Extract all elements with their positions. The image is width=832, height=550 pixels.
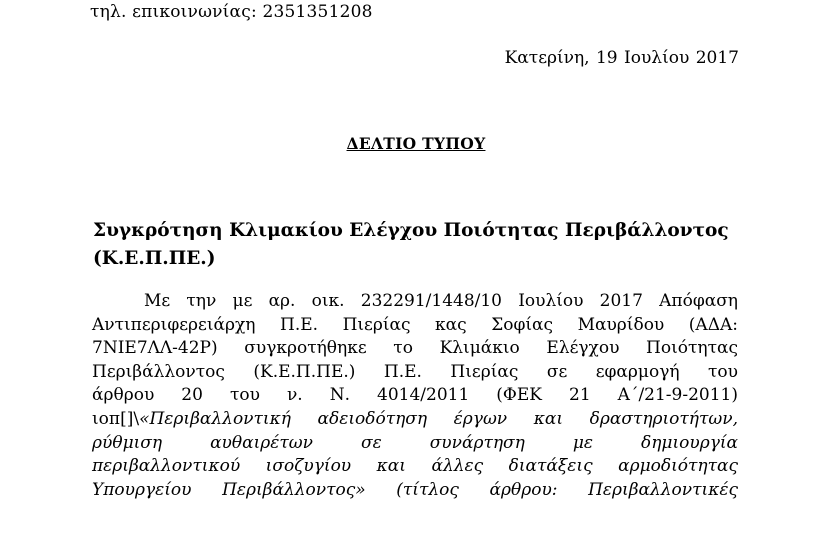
body-line: περιβαλλοντικού ισοζυγίου και άλλες διατάξεις αρμοδιότητας [92,456,738,477]
body-italic-text: «Περιβαλλοντική αδειοδότηση έργων και δραστηριοτήτων, [139,408,738,429]
body-line [92,479,738,503]
title-line: Συγκρότηση Κλιμακίου Ελέγχου Ποιότητας Περιβάλλοντος [93,220,729,241]
body-italic-text: Υπουργείου Περιβάλλοντος» [92,479,366,500]
body-line: Αντιπεριφερειάρχη Π.Ε. Πιερίας κας Σοφίας Μαυρίδου (ΑΔΑ: [92,314,738,335]
body-line [92,408,738,432]
contact-phone: τηλ. επικοινωνίας: 2351351208 [90,2,373,22]
body-line: ρύθμιση αυθαιρέτων σε συνάρτηση με δημιουργία [92,432,738,453]
body-paragraph [92,290,738,502]
body-line: Με την με αρ. οικ. 232291/1448/10 Ιουλίου 2017 Απόφαση [144,291,738,311]
body-line: 7ΝΙΕ7ΛΛ-42Ρ) συγκροτήθηκε το Κλιμάκιο Ελέγχου Ποιότητας [92,338,738,359]
document-date: Κατερίνη, 19 Ιουλίου 2017 [504,48,739,68]
body-line: Περιβάλλοντος (Κ.Ε.Π.ΠΕ.) Π.Ε. Πιερίας σε εφαρμογή του [92,361,738,382]
body-prefix-text: ιοπ[]\ [92,408,140,429]
document-title [93,217,753,273]
document-type-heading: ΔΕΛΤΙΟ ΤΥΠΟΥ [346,134,486,153]
body-line: άρθρου 20 του ν. Ν. 4014/2011 (ΦΕΚ 21 Α΄/21-9-2011) [92,385,738,406]
body-italic-text: (τίτλος άρθρου: Περιβαλλοντικές [365,479,738,500]
title-line: (Κ.Ε.Π.ΠΕ.) [93,248,216,269]
